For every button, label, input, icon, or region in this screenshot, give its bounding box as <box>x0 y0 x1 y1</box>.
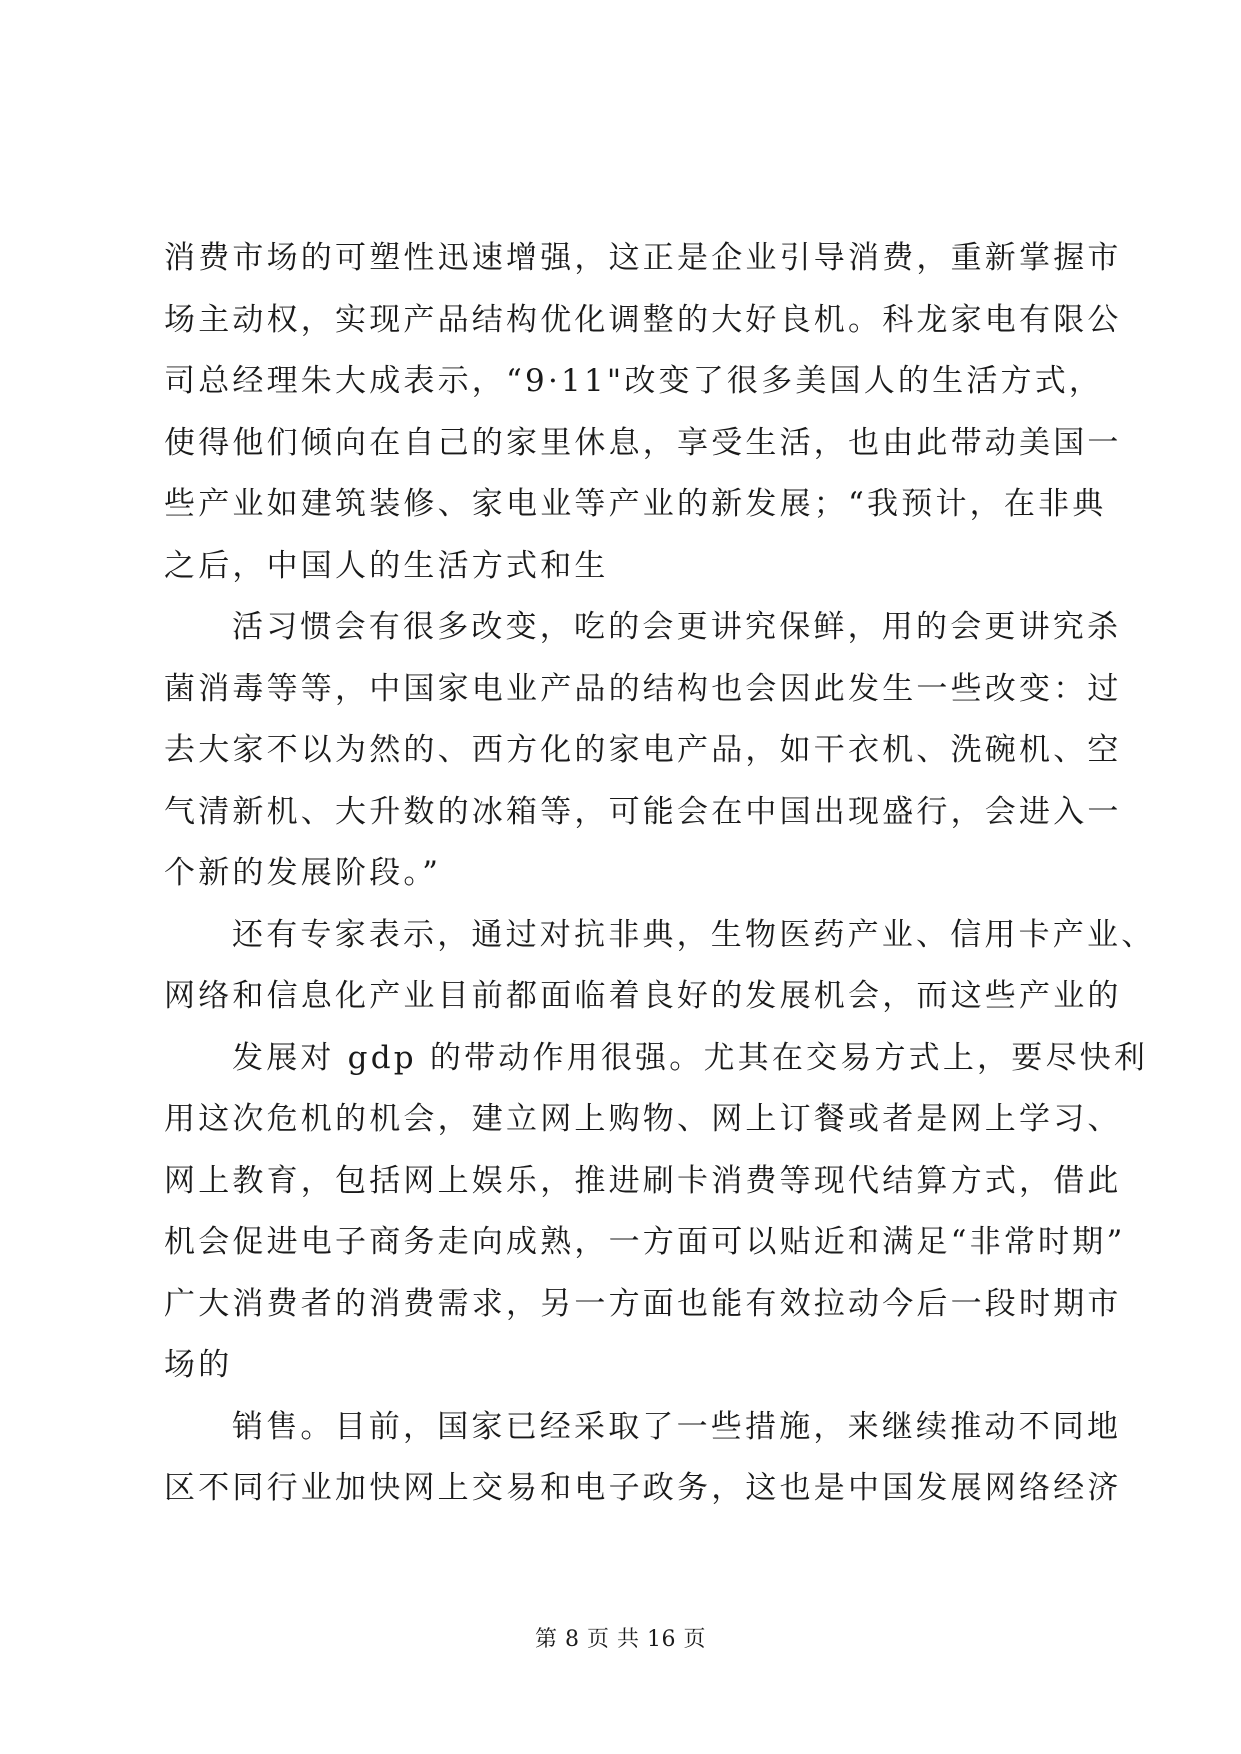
text-line: 发展对 gdp 的带动作用很强。尤其在交易方式上，要尽快利 <box>232 1039 1149 1076</box>
text-line: 菌消毒等等，中国家电业产品的结构也会因此发生一些改变：过 <box>164 670 1122 707</box>
text-line: 些产业如建筑装修、家电业等产业的新发展；“我预计，在非典 <box>164 486 1107 522</box>
text-line: 还有专家表示，通过对抗非典，生物医药产业、信用卡产业、 <box>232 916 1156 953</box>
text-line: 活习惯会有很多改变，吃的会更讲究保鲜，用的会更讲究杀 <box>232 609 1122 645</box>
text-line: 用这次危机的机会，建立网上购物、网上订餐或者是网上学习、 <box>164 1101 1122 1137</box>
text-line: 网上教育，包括网上娱乐，推进刷卡消费等现代结算方式，借此 <box>164 1162 1122 1199</box>
text-line: 使得他们倾向在自己的家里休息，享受生活，也由此带动美国一 <box>164 424 1122 461</box>
paragraph-2 <box>164 597 1122 905</box>
text-line: 机会促进电子商务走向成熟，一方面可以贴近和满足“非常时期” <box>164 1224 1126 1260</box>
document-body <box>164 228 1156 1520</box>
text-line: 区不同行业加快网上交易和电子政务，这也是中国发展网络经济 <box>164 1470 1122 1506</box>
paragraph-3 <box>164 905 1156 1028</box>
paragraph-5 <box>164 1397 1122 1520</box>
text-line: 个新的发展阶段。” <box>164 855 442 891</box>
page-footer <box>0 1622 1241 1653</box>
text-line: 司总经理朱大成表示，“9·11"改变了很多美国人的生活方式， <box>164 363 1104 399</box>
text-line: 网络和信息化产业目前都面临着良好的发展机会，而这些产业的 <box>164 978 1122 1014</box>
page-number-label: 第 8 页 共 16 页 <box>535 1627 706 1652</box>
text-line: 去大家不以为然的、西方化的家电产品，如干衣机、洗碗机、空 <box>164 732 1122 768</box>
text-line: 之后，中国人的生活方式和生 <box>164 547 609 584</box>
text-line: 场主动权，实现产品结构优化调整的大好良机。科龙家电有限公 <box>164 301 1122 338</box>
text-line: 广大消费者的消费需求，另一方面也能有效拉动今后一段时期市 <box>164 1285 1122 1322</box>
text-line: 气清新机、大升数的冰箱等，可能会在中国出现盛行，会进入一 <box>164 793 1122 830</box>
text-line: 场的 <box>164 1347 233 1383</box>
text-line: 消费市场的可塑性迅速增强，这正是企业引导消费，重新掌握市 <box>164 240 1122 276</box>
text-line: 销售。目前，国家已经采取了一些措施，来继续推动不同地 <box>232 1408 1122 1445</box>
paragraph-4 <box>164 1028 1149 1397</box>
paragraph-1 <box>164 228 1122 597</box>
